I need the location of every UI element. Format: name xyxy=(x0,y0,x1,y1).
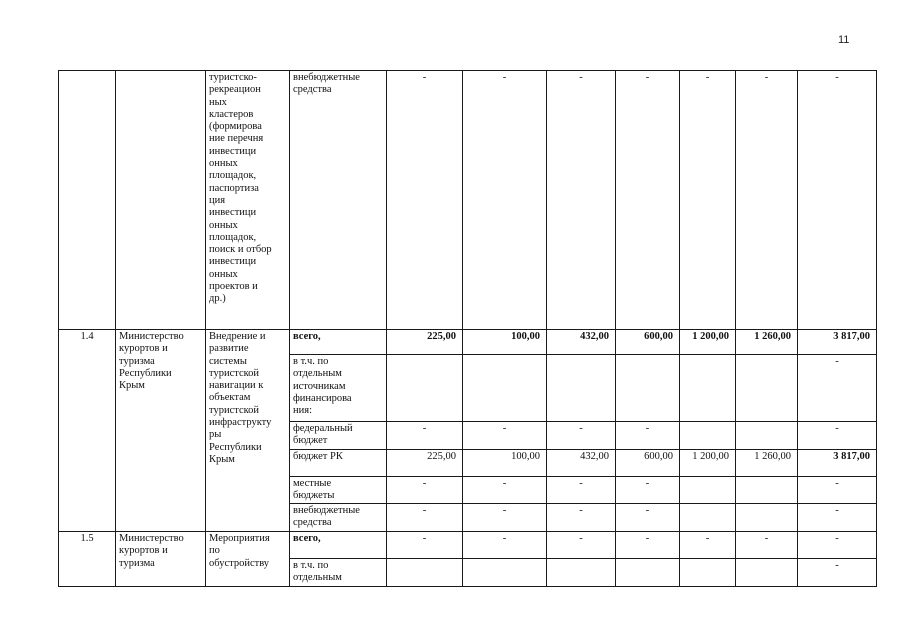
value-cell: - xyxy=(463,71,547,330)
value-cell xyxy=(736,422,798,450)
value-cell: - xyxy=(616,422,680,450)
value-cell: - xyxy=(736,71,798,330)
value-cell: - xyxy=(798,71,877,330)
value-cell: - xyxy=(387,504,463,532)
page-number: 11 xyxy=(838,34,850,46)
value-cell: - xyxy=(680,71,736,330)
table-row xyxy=(59,71,877,330)
value-cell xyxy=(736,559,798,587)
value-cell: - xyxy=(616,504,680,532)
value-cell: 432,00 xyxy=(547,330,616,355)
executor-cell: Министерство курортов и туризма Республики Крым xyxy=(116,330,206,532)
funding-source-cell: всего, xyxy=(290,330,387,355)
funding-source-cell: бюджет РК xyxy=(290,449,387,476)
value-cell xyxy=(736,355,798,422)
funding-source-cell: внебюджетные средства xyxy=(290,504,387,532)
value-cell xyxy=(547,355,616,422)
value-cell xyxy=(736,476,798,504)
funding-source-cell: в т.ч. по отдельным источникам финансирова ния: xyxy=(290,355,387,422)
table-row xyxy=(59,532,877,559)
measure-cell: Мероприятия по обустройству xyxy=(206,532,290,587)
budget-table xyxy=(58,70,877,587)
value-cell xyxy=(547,559,616,587)
value-cell: - xyxy=(547,71,616,330)
value-cell xyxy=(736,504,798,532)
value-cell: - xyxy=(616,476,680,504)
value-cell: - xyxy=(798,532,877,559)
measure-cell: туристско- рекреацион ных кластеров (формирова ние перечня инвестици онных площадок, паспортиза ция инвестици онных площадок, поиск и отбор инвестици онных проектов и др.) xyxy=(206,71,290,330)
funding-source-cell: местные бюджеты xyxy=(290,476,387,504)
value-cell: - xyxy=(798,355,877,422)
value-cell: 1 200,00 xyxy=(680,330,736,355)
value-cell: 100,00 xyxy=(463,449,547,476)
measure-cell: Внедрение и развитие системы туристской навигации к объектам туристской инфраструкту ры Республики Крым xyxy=(206,330,290,532)
value-cell: - xyxy=(387,476,463,504)
table-row xyxy=(59,330,877,355)
value-cell: - xyxy=(463,504,547,532)
funding-source-cell: федеральный бюджет xyxy=(290,422,387,450)
value-cell: - xyxy=(547,532,616,559)
value-cell xyxy=(680,504,736,532)
value-cell: - xyxy=(387,422,463,450)
value-cell xyxy=(616,559,680,587)
value-cell: 432,00 xyxy=(547,449,616,476)
value-cell: - xyxy=(387,71,463,330)
value-cell: - xyxy=(736,532,798,559)
executor-cell xyxy=(116,71,206,330)
row-number-cell: 1.5 xyxy=(59,532,116,587)
value-cell xyxy=(616,355,680,422)
value-cell: 1 200,00 xyxy=(680,449,736,476)
value-cell: 600,00 xyxy=(616,449,680,476)
value-cell: 1 260,00 xyxy=(736,330,798,355)
row-number-cell xyxy=(59,71,116,330)
funding-source-cell: внебюджетные средства xyxy=(290,71,387,330)
value-cell xyxy=(463,559,547,587)
value-cell: 3 817,00 xyxy=(798,330,877,355)
value-cell: 100,00 xyxy=(463,330,547,355)
value-cell: - xyxy=(547,504,616,532)
value-cell xyxy=(463,355,547,422)
value-cell xyxy=(680,559,736,587)
value-cell: - xyxy=(463,476,547,504)
value-cell: - xyxy=(798,422,877,450)
value-cell: - xyxy=(616,532,680,559)
value-cell xyxy=(387,559,463,587)
value-cell xyxy=(680,355,736,422)
funding-source-cell: всего, xyxy=(290,532,387,559)
value-cell: 225,00 xyxy=(387,330,463,355)
value-cell: - xyxy=(387,532,463,559)
value-cell xyxy=(387,355,463,422)
value-cell: 600,00 xyxy=(616,330,680,355)
executor-cell: Министерство курортов и туризма xyxy=(116,532,206,587)
value-cell: - xyxy=(798,476,877,504)
value-cell xyxy=(680,422,736,450)
value-cell: - xyxy=(547,476,616,504)
value-cell: - xyxy=(463,422,547,450)
value-cell xyxy=(680,476,736,504)
value-cell: - xyxy=(463,532,547,559)
value-cell: - xyxy=(616,71,680,330)
value-cell: 1 260,00 xyxy=(736,449,798,476)
row-number-cell: 1.4 xyxy=(59,330,116,532)
funding-source-cell: в т.ч. по отдельным xyxy=(290,559,387,587)
value-cell: - xyxy=(798,559,877,587)
value-cell: - xyxy=(798,504,877,532)
value-cell: - xyxy=(547,422,616,450)
value-cell: - xyxy=(680,532,736,559)
value-cell: 3 817,00 xyxy=(798,449,877,476)
value-cell: 225,00 xyxy=(387,449,463,476)
